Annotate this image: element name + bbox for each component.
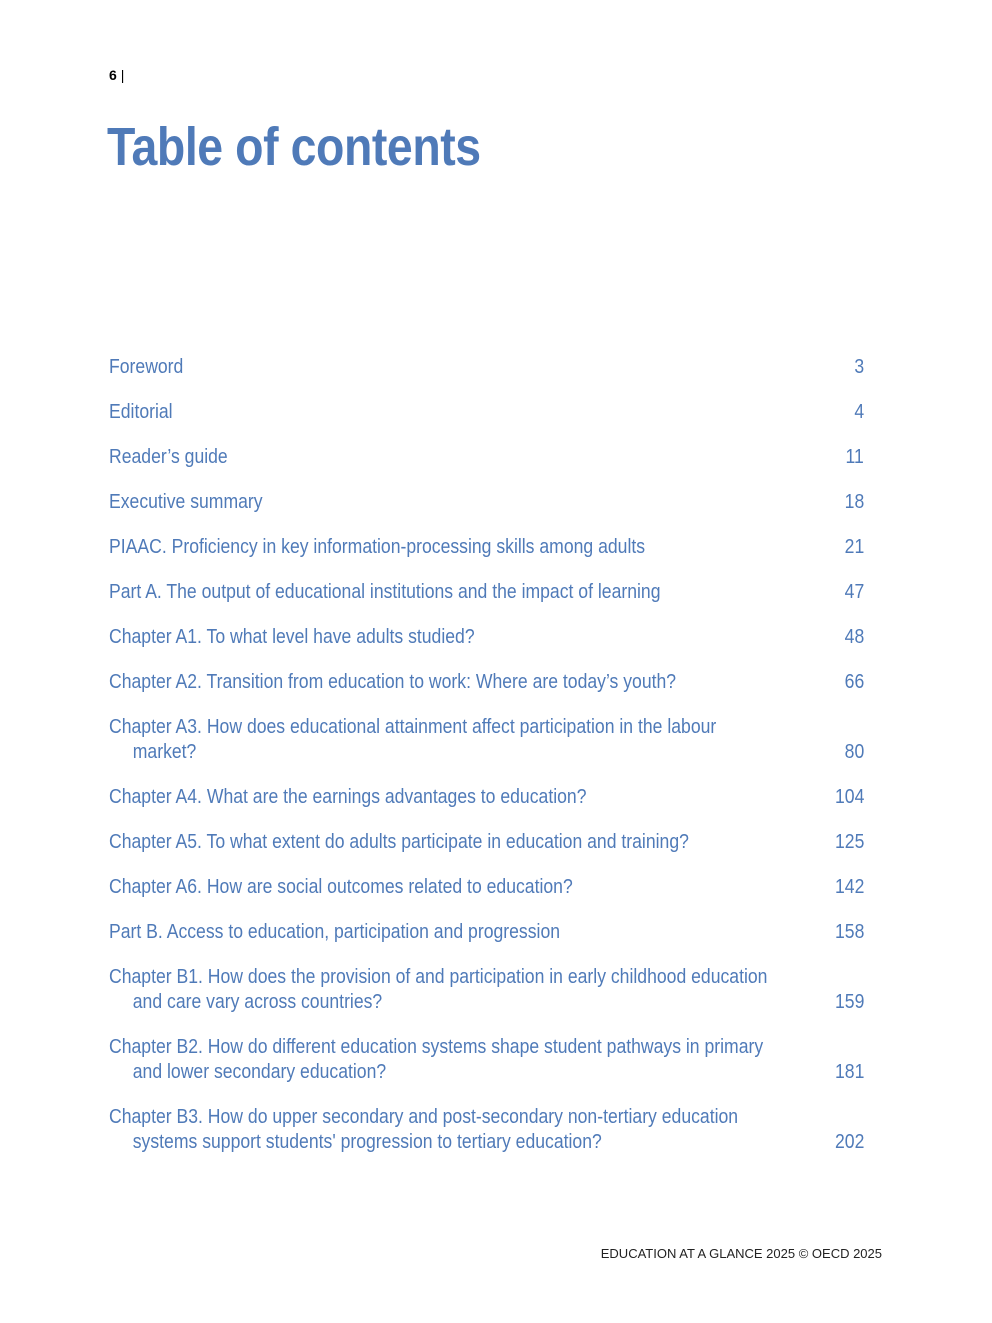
toc-entry-title-line: Chapter B2. How do different education systems shape student pathways in primary [109,1036,764,1058]
toc-entry-title[interactable] [109,625,475,650]
toc-entry-title-line: Chapter A6. How are social outcomes related to education? [109,876,573,898]
toc-entry[interactable] [109,965,864,1015]
toc-entry[interactable] [109,715,864,765]
toc-entry-page-number[interactable]: 18 [844,491,864,513]
toc-entry-title-continuation: systems support students' progression to tertiary education? [132,1131,602,1153]
toc-entry-title-line: Chapter A5. To what extent do adults participate in education and training? [109,831,689,853]
toc-entry-page-number[interactable]: 4 [854,401,864,423]
toc-entry-title[interactable] [109,785,586,810]
toc-entry-title-line: Chapter A4. What are the earnings advantages to education? [109,786,587,808]
toc-entry[interactable] [109,490,864,515]
toc-entry-title-line: Executive summary [109,491,263,513]
toc-entry-page-number[interactable]: 159 [834,991,864,1013]
toc-entry-title[interactable] [109,1105,738,1155]
toc-entry-title[interactable] [109,875,573,900]
toc-entry[interactable] [109,1105,864,1155]
toc-entry-title-line: Chapter B3. How do upper secondary and post-secondary non-tertiary education [109,1106,739,1128]
toc-entry-page-number[interactable]: 80 [844,741,864,763]
toc-entry[interactable] [109,830,864,855]
toc-entry-title[interactable] [109,355,183,380]
toc-entry[interactable] [109,355,864,380]
toc-entry-page-number[interactable]: 181 [834,1061,864,1083]
page-number: 6 [109,67,117,83]
header-separator: | [120,67,125,83]
toc-entry-title[interactable] [109,535,645,560]
toc-entry-title-line: Chapter A3. How does educational attainment affect participation in the labour [109,716,717,738]
toc-entry-page-number[interactable]: 125 [834,831,864,853]
toc-entry-page-number[interactable]: 66 [844,671,864,693]
toc-entry-title-line: Reader’s guide [109,446,228,468]
toc-entry[interactable] [109,670,864,695]
toc-entry-title[interactable] [109,490,263,515]
toc-entry[interactable] [109,580,864,605]
toc-entry-page-number[interactable]: 21 [844,536,864,558]
table-of-contents [109,355,864,1175]
toc-entry-title[interactable] [109,400,173,425]
toc-entry-title[interactable] [109,715,716,765]
toc-entry-page-number[interactable]: 47 [844,581,864,603]
page-footer: EDUCATION AT A GLANCE 2025 © OECD 2025 [600,1246,882,1261]
toc-entry-title-line: Foreword [109,356,184,378]
toc-entry[interactable] [109,445,864,470]
toc-entry[interactable] [109,1035,864,1085]
toc-entry-title-line: Editorial [109,401,173,423]
toc-entry-title[interactable] [109,830,689,855]
toc-entry-title[interactable] [109,445,228,470]
toc-entry-title[interactable] [109,670,676,695]
toc-entry-title[interactable] [109,580,660,605]
toc-entry-page-number[interactable]: 48 [844,626,864,648]
toc-entry[interactable] [109,920,864,945]
toc-entry[interactable] [109,875,864,900]
toc-entry-title[interactable] [109,965,767,1015]
toc-entry-title-line: Chapter A2. Transition from education to work: Where are today’s youth? [109,671,677,693]
toc-entry-page-number[interactable]: 11 [845,446,864,468]
toc-entry-page-number[interactable]: 3 [854,356,864,378]
toc-entry-page-number[interactable]: 202 [834,1131,864,1153]
toc-entry-title-line: Chapter B1. How does the provision of and participation in early childhood education [109,966,768,988]
toc-entry-page-number[interactable]: 142 [834,876,864,898]
toc-entry-title[interactable] [109,1035,763,1085]
toc-entry-title-continuation: and lower secondary education? [132,1061,387,1083]
toc-entry-title-continuation: and care vary across countries? [132,991,383,1013]
toc-entry[interactable] [109,625,864,650]
toc-entry[interactable] [109,785,864,810]
toc-entry-title-line: Part A. The output of educational institutions and the impact of learning [109,581,661,603]
toc-entry-title-line: Part B. Access to education, participation and progression [109,921,561,943]
toc-entry-page-number[interactable]: 158 [834,921,864,943]
page-title: Table of contents [107,117,481,177]
toc-entry-title[interactable] [109,920,560,945]
toc-entry-title-line: Chapter A1. To what level have adults studied? [109,626,475,648]
toc-entry[interactable] [109,400,864,425]
toc-entry-title-line: PIAAC. Proficiency in key information-processing skills among adults [109,536,646,558]
toc-entry-page-number[interactable]: 104 [834,786,864,808]
toc-entry-title-continuation: market? [132,741,197,763]
page-header [109,66,124,84]
toc-entry[interactable] [109,535,864,560]
